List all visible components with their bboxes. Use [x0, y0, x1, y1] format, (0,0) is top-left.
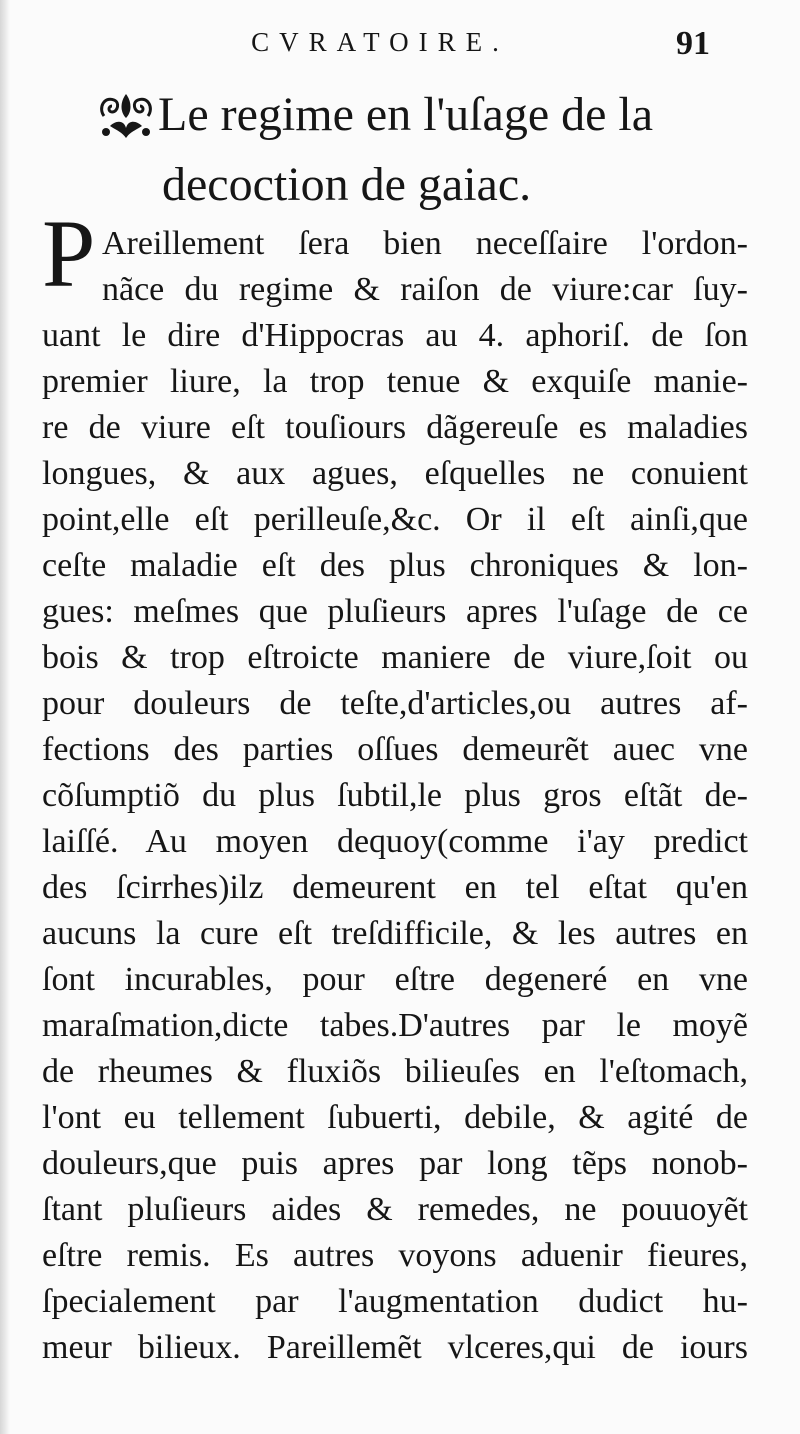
text-line: uant le dire d'Hippocras au 4. aphoriſ. de ſon	[42, 317, 748, 354]
page-gutter-shadow	[0, 0, 10, 1434]
running-head: CVRATOIRE.	[251, 27, 509, 57]
body-text	[42, 221, 748, 1371]
page-number: 91	[676, 25, 710, 62]
chapter-heading	[96, 80, 756, 220]
text-line: re de viure eſt touſiours dãgereuſe es maladies	[42, 409, 748, 446]
text-line: nãce du regime & raiſon de viure:car ſuy-	[102, 271, 748, 308]
text-line: ceſte maladie eſt des plus chroniques & lon-	[42, 547, 748, 584]
text-line: fections des parties oſſues demeurẽt auec vne	[42, 731, 748, 768]
text-line: gues: meſmes que pluſieurs apres l'uſage de ce	[42, 593, 748, 630]
heading-line-1: Le regime en l'uſage de la	[158, 88, 654, 141]
text-line: douleurs,que puis apres par long tẽps nonob-	[42, 1145, 748, 1182]
heading-line-2: decoction de gaiac.	[162, 158, 532, 211]
text-line: cõſumptiõ du plus ſubtil,le plus gros eſtãt de-	[42, 777, 748, 814]
text-line: bois & trop eſtroicte maniere de viure,ſoit ou	[42, 639, 748, 676]
text-line: aucuns la cure eſt treſdifficile, & les autres en	[42, 915, 748, 952]
text-line: l'ont eu tellement ſubuerti, debile, & agité de	[42, 1099, 748, 1136]
text-line: de rheumes & fluxiõs bilieuſes en l'eſtomach,	[42, 1053, 748, 1090]
text-line: laiſſé. Au moyen dequoy(comme i'ay predict	[42, 823, 748, 860]
text-line: Areillement ſera bien neceſſaire l'ordon-	[102, 225, 748, 262]
text-line: longues, & aux agues, eſquelles ne conuient	[42, 455, 748, 492]
text-line: point,elle eſt perilleuſe,&c. Or il eſt ainſi,que	[42, 501, 748, 538]
text-line: premier liure, la trop tenue & exquiſe manie-	[42, 363, 748, 400]
fleuron-ornament-icon	[96, 86, 156, 142]
text-line: pour douleurs de teſte,d'articles,ou autres af-	[42, 685, 748, 722]
drop-cap: P	[42, 200, 96, 307]
text-line: ſpecialement par l'augmentation dudict hu-	[42, 1283, 748, 1320]
text-line: meur bilieux. Pareillemẽt vlceres,qui de iours	[42, 1329, 748, 1366]
text-line: eſtre remis. Es autres voyons aduenir fieures,	[42, 1237, 748, 1274]
text-line: ſont incurables, pour eſtre degeneré en vne	[42, 961, 748, 998]
text-line: ſtant pluſieurs aides & remedes, ne pouuoyẽt	[42, 1191, 748, 1228]
text-line: des ſcirrhes)ilz demeurent en tel eſtat qu'en	[42, 869, 748, 906]
text-line: maraſmation,dicte tabes.D'autres par le moyẽ	[42, 1007, 748, 1044]
